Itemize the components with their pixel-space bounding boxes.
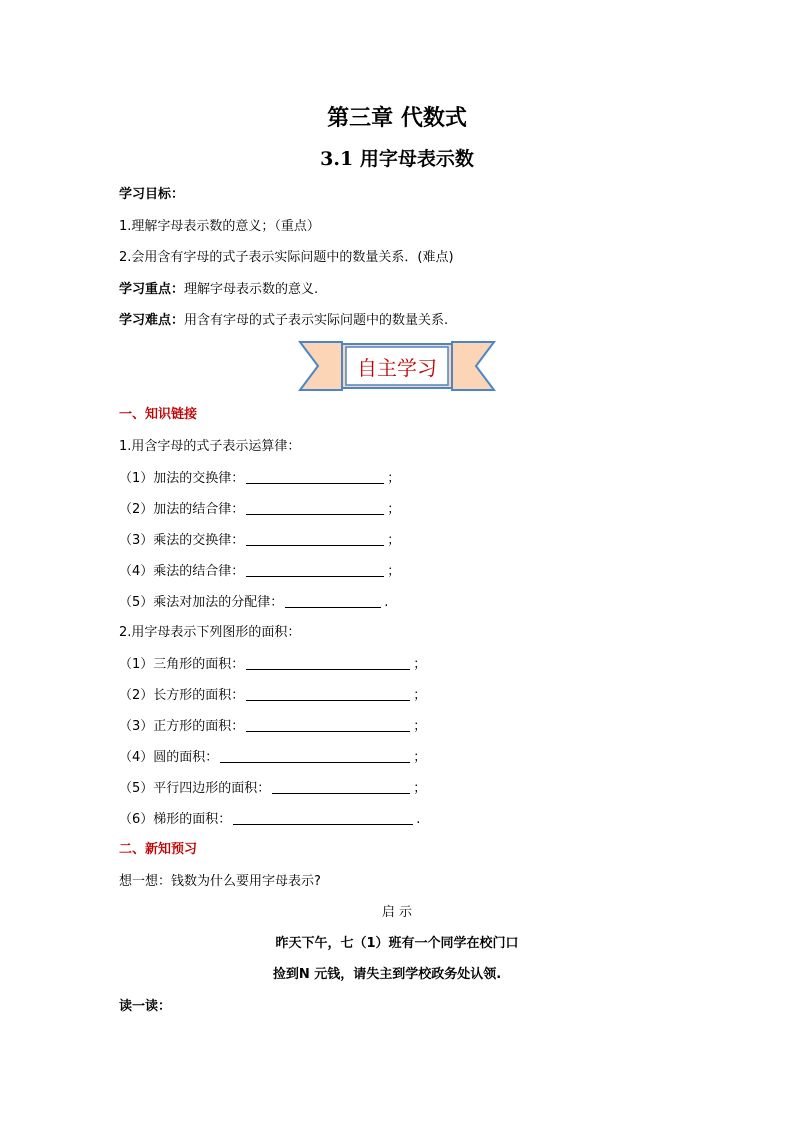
law-item bbox=[119, 563, 400, 580]
punctuation: ； bbox=[387, 471, 401, 486]
question1-prompt: 1.用含字母的式子表示运算律： bbox=[119, 439, 301, 454]
answer-blank[interactable] bbox=[246, 656, 410, 670]
area-item bbox=[119, 656, 426, 673]
area-item bbox=[119, 687, 426, 704]
focus-text: 理解字母表示数的意义. bbox=[184, 282, 319, 297]
difficulty-label: 学习难点： bbox=[119, 313, 185, 328]
law-label: （3）乘法的交换律： bbox=[119, 533, 245, 548]
punctuation: ； bbox=[413, 750, 427, 765]
answer-blank[interactable] bbox=[272, 780, 410, 794]
area-label: （4）圆的面积： bbox=[119, 750, 219, 765]
difficulty-line bbox=[119, 313, 448, 329]
notice-line: 昨天下午，七（1）班有一个同学在校门口 bbox=[275, 936, 519, 951]
area-label: （2）长方形的面积： bbox=[119, 688, 245, 703]
area-item bbox=[119, 718, 426, 735]
answer-blank[interactable] bbox=[246, 532, 384, 546]
law-item bbox=[119, 501, 400, 518]
area-item bbox=[119, 749, 426, 766]
section2-heading: 二、新知预习 bbox=[119, 842, 198, 857]
answer-blank[interactable] bbox=[246, 470, 384, 484]
law-label: （5）乘法对加法的分配律： bbox=[119, 595, 284, 610]
area-label: （6）梯形的面积： bbox=[119, 812, 232, 827]
area-item bbox=[119, 811, 420, 828]
read-prompt: 读一读： bbox=[119, 999, 172, 1014]
objective-item: 1.理解字母表示数的意义；（重点） bbox=[119, 219, 320, 234]
notice-title: 启 示 bbox=[381, 905, 413, 920]
focus-line bbox=[119, 282, 318, 298]
section-title: 3.1 用字母表示数 bbox=[320, 148, 474, 170]
area-label: （1）三角形的面积： bbox=[119, 657, 245, 672]
answer-blank[interactable] bbox=[246, 718, 410, 732]
focus-label: 学习重点： bbox=[119, 282, 185, 297]
law-label: （1）加法的交换律： bbox=[119, 471, 245, 486]
area-label: （3）正方形的面积： bbox=[119, 719, 245, 734]
area-item bbox=[119, 780, 426, 797]
punctuation: ； bbox=[413, 781, 427, 796]
punctuation: ； bbox=[387, 533, 401, 548]
answer-blank[interactable] bbox=[246, 563, 384, 577]
punctuation: ； bbox=[413, 657, 427, 672]
section1-heading: 一、知识链接 bbox=[119, 407, 198, 422]
question2-prompt: 2.用字母表示下列图形的面积： bbox=[119, 625, 301, 640]
punctuation: . bbox=[384, 595, 389, 610]
think-prompt: 想一想：钱数为什么要用字母表示? bbox=[119, 874, 321, 889]
objective-item: 2.会用含有字母的式子表示实际问题中的数量关系．(难点) bbox=[119, 250, 454, 265]
objectives-heading: 学习目标： bbox=[119, 187, 185, 202]
law-label: （4）乘法的结合律： bbox=[119, 564, 245, 579]
answer-blank[interactable] bbox=[233, 811, 413, 825]
self-study-banner-text: 自主学习 bbox=[357, 355, 437, 380]
law-label: （2）加法的结合律： bbox=[119, 502, 245, 517]
difficulty-text: 用含有字母的式子表示实际问题中的数量关系. bbox=[184, 313, 449, 328]
punctuation: ； bbox=[413, 688, 427, 703]
punctuation: . bbox=[416, 812, 421, 827]
punctuation: ； bbox=[387, 564, 401, 579]
punctuation: ； bbox=[387, 502, 401, 517]
notice-line: 捡到N 元钱，请失主到学校政务处认领. bbox=[272, 967, 502, 982]
answer-blank[interactable] bbox=[246, 501, 384, 515]
chapter-title: 第三章 代数式 bbox=[327, 105, 467, 131]
law-item bbox=[119, 470, 400, 487]
law-item bbox=[119, 594, 388, 611]
answer-blank[interactable] bbox=[285, 594, 381, 608]
answer-blank[interactable] bbox=[246, 687, 410, 701]
answer-blank[interactable] bbox=[220, 749, 410, 763]
punctuation: ； bbox=[413, 719, 427, 734]
law-item bbox=[119, 532, 400, 549]
area-label: （5）平行四边形的面积： bbox=[119, 781, 271, 796]
